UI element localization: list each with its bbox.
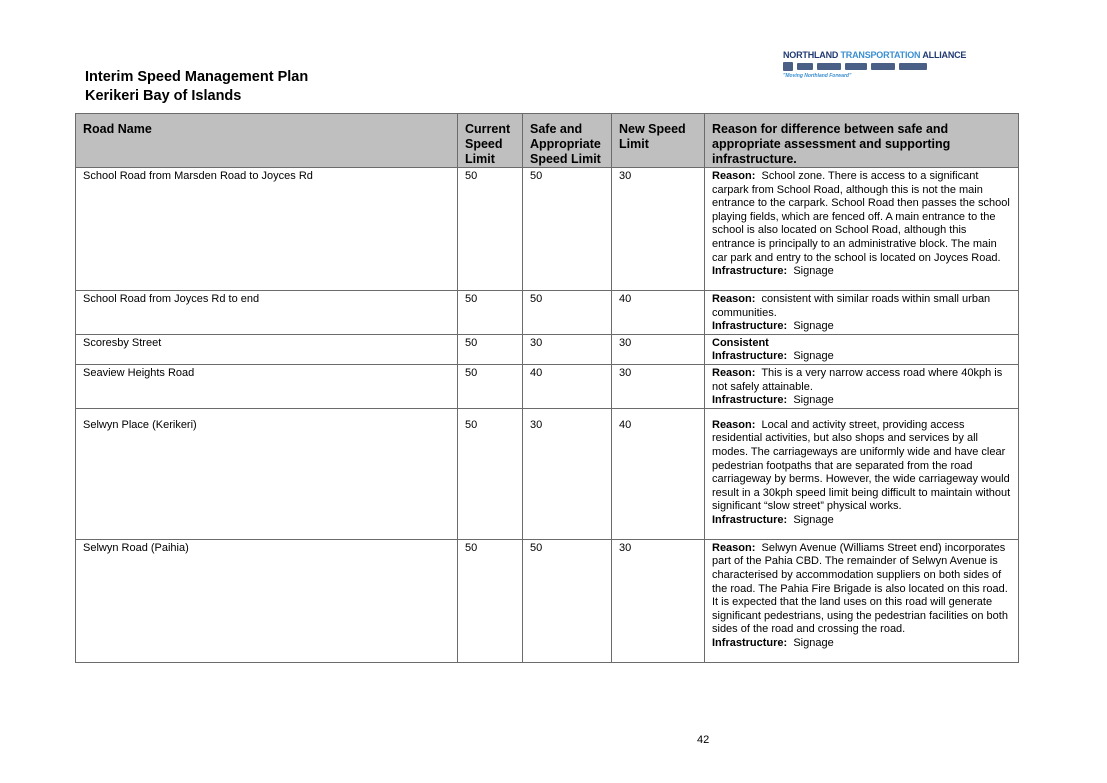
reason-cell <box>705 408 1019 539</box>
reason-text: Selwyn Avenue (Williams Street end) incorporates part of the Pahia CBD. The remainder of Selwyn Avenue is characterised by accommodation suppliers on both sides of the road. The Pahia Fire Brigade is also located on this road. It is expected that the land uses on this road will generate significant pedestrians, using the pedestrian facilities on both sides of the road and crossing the road. <box>712 541 1008 636</box>
road-name-text: Selwyn Place (Kerikeri) <box>83 418 197 431</box>
partner-mark-icon <box>871 63 895 70</box>
road-name-cell <box>76 408 458 539</box>
reason-paragraph <box>712 419 1011 514</box>
logo-word-3: ALLIANCE <box>920 50 967 60</box>
infrastructure-text: Signage <box>793 513 834 526</box>
document-title <box>85 68 308 106</box>
safe-speed-cell: 50 <box>523 291 612 335</box>
table-row <box>76 334 1019 364</box>
infrastructure-line <box>712 320 1011 334</box>
current-speed-cell: 50 <box>458 291 523 335</box>
infrastructure-line <box>712 394 1011 408</box>
infrastructure-label: Infrastructure: <box>712 265 788 278</box>
new-speed-cell: 30 <box>612 334 705 364</box>
road-name-cell: Scoresby Street <box>76 334 458 364</box>
logo-partner-marks <box>783 62 953 71</box>
infrastructure-line <box>712 514 1011 528</box>
road-name-cell: School Road from Joyces Rd to end <box>76 291 458 335</box>
reason-label: Consistent <box>712 336 769 349</box>
current-speed-cell: 50 <box>458 334 523 364</box>
new-speed-cell: 40 <box>612 291 705 335</box>
reason-text: This is a very narrow access road where 40kph is not safely attainable. <box>712 366 1003 393</box>
table-header-row <box>76 114 1019 168</box>
safe-speed-cell: 30 <box>523 334 612 364</box>
title-line-2: Kerikeri Bay of Islands <box>85 88 242 104</box>
infrastructure-text: Signage <box>793 265 834 278</box>
col-header-road-name: Road Name <box>76 114 458 168</box>
road-name-cell: School Road from Marsden Road to Joyces Rd <box>76 168 458 291</box>
road-name-cell: Selwyn Road (Paihia) <box>76 539 458 662</box>
reason-label: Reason: <box>712 418 756 431</box>
infrastructure-text: Signage <box>793 350 834 363</box>
title-line-1: Interim Speed Management Plan <box>85 69 309 85</box>
safe-speed-cell: 50 <box>523 539 612 662</box>
table-row <box>76 539 1019 662</box>
infrastructure-label: Infrastructure: <box>712 350 788 363</box>
logo-wordmark <box>783 50 967 60</box>
new-speed-cell: 30 <box>612 364 705 408</box>
partner-mark-icon <box>817 63 841 70</box>
col-header-current-speed: Current Speed Limit <box>458 114 523 168</box>
reason-text: consistent with similar roads within small urban communities. <box>712 293 991 319</box>
new-speed-cell: 30 <box>612 539 705 662</box>
page-number: 42 <box>697 734 710 746</box>
logo-word-2: TRANSPORTATION <box>840 50 921 60</box>
reason-label: Reason: <box>712 293 756 305</box>
partner-mark-icon <box>899 63 927 70</box>
reason-cell <box>705 291 1019 335</box>
table-row <box>76 291 1019 335</box>
reason-paragraph <box>712 542 1011 637</box>
reason-paragraph <box>712 170 1011 265</box>
safe-speed-cell: 50 <box>523 168 612 291</box>
current-speed-cell: 50 <box>458 168 523 291</box>
infrastructure-text: Signage <box>793 320 834 333</box>
reason-cell <box>705 334 1019 364</box>
infrastructure-text: Signage <box>793 636 834 649</box>
new-speed-cell <box>612 408 705 539</box>
reason-cell <box>705 539 1019 662</box>
reason-label: Reason: <box>712 170 756 182</box>
infrastructure-label: Infrastructure: <box>712 394 788 407</box>
speed-limit-table <box>75 113 1019 663</box>
safe-speed-cell: 40 <box>523 364 612 408</box>
partner-mark-icon <box>797 63 813 70</box>
logo-word-1: NORTHLAND <box>783 50 841 60</box>
northland-transportation-alliance-logo <box>783 50 967 84</box>
current-speed-value: 50 <box>465 418 478 431</box>
current-speed-cell: 50 <box>458 539 523 662</box>
table-row <box>76 364 1019 408</box>
infrastructure-label: Infrastructure: <box>712 513 788 526</box>
infrastructure-label: Infrastructure: <box>712 636 788 649</box>
reason-text: Local and activity street, providing access residential activities, but also shops and services by all modes. The carriageways are uniformly wide and have clear pedestrian footpaths that are separated from the road carriageway by berms. However, the wide carriageway would result in a 30kph speed limit being difficult to maintain without significant “slow street” physical works. <box>712 418 1011 513</box>
infrastructure-text: Signage <box>793 394 834 407</box>
road-name-cell: Seaview Heights Road <box>76 364 458 408</box>
table-row <box>76 408 1019 539</box>
new-speed-value: 40 <box>619 418 632 431</box>
current-speed-cell: 50 <box>458 364 523 408</box>
infrastructure-line <box>712 350 1011 364</box>
infrastructure-line <box>712 637 1011 651</box>
infrastructure-label: Infrastructure: <box>712 320 788 333</box>
safe-speed-value: 30 <box>530 418 543 431</box>
reason-paragraph <box>712 337 1011 351</box>
col-header-new-speed: New Speed Limit <box>612 114 705 168</box>
partner-mark-icon <box>783 62 793 71</box>
reason-cell <box>705 168 1019 291</box>
logo-tagline: "Moving Northland Forward" <box>783 73 852 79</box>
reason-text: School zone. There is access to a significant carpark from School Road, although this is not the main entrance to the carpark. School Road then passes the school playing fields, which are fenced off. A main entrance to the school is also located on School Road, although this entrance is principally to an administrative block. The main car park and entry to the school is located on Joyces Road. <box>712 170 1010 264</box>
partner-mark-icon <box>845 63 867 70</box>
reason-label: Reason: <box>712 541 756 554</box>
reason-cell <box>705 364 1019 408</box>
reason-label: Reason: <box>712 366 756 379</box>
current-speed-cell <box>458 408 523 539</box>
table-row <box>76 168 1019 291</box>
infrastructure-line <box>712 265 1011 279</box>
col-header-reason: Reason for difference between safe and appropriate assessment and supporting infrastructure. <box>705 114 1019 168</box>
reason-paragraph <box>712 367 1011 394</box>
col-header-safe-speed: Safe and Appropriate Speed Limit <box>523 114 612 168</box>
new-speed-cell: 30 <box>612 168 705 291</box>
reason-paragraph <box>712 293 1011 320</box>
safe-speed-cell <box>523 408 612 539</box>
